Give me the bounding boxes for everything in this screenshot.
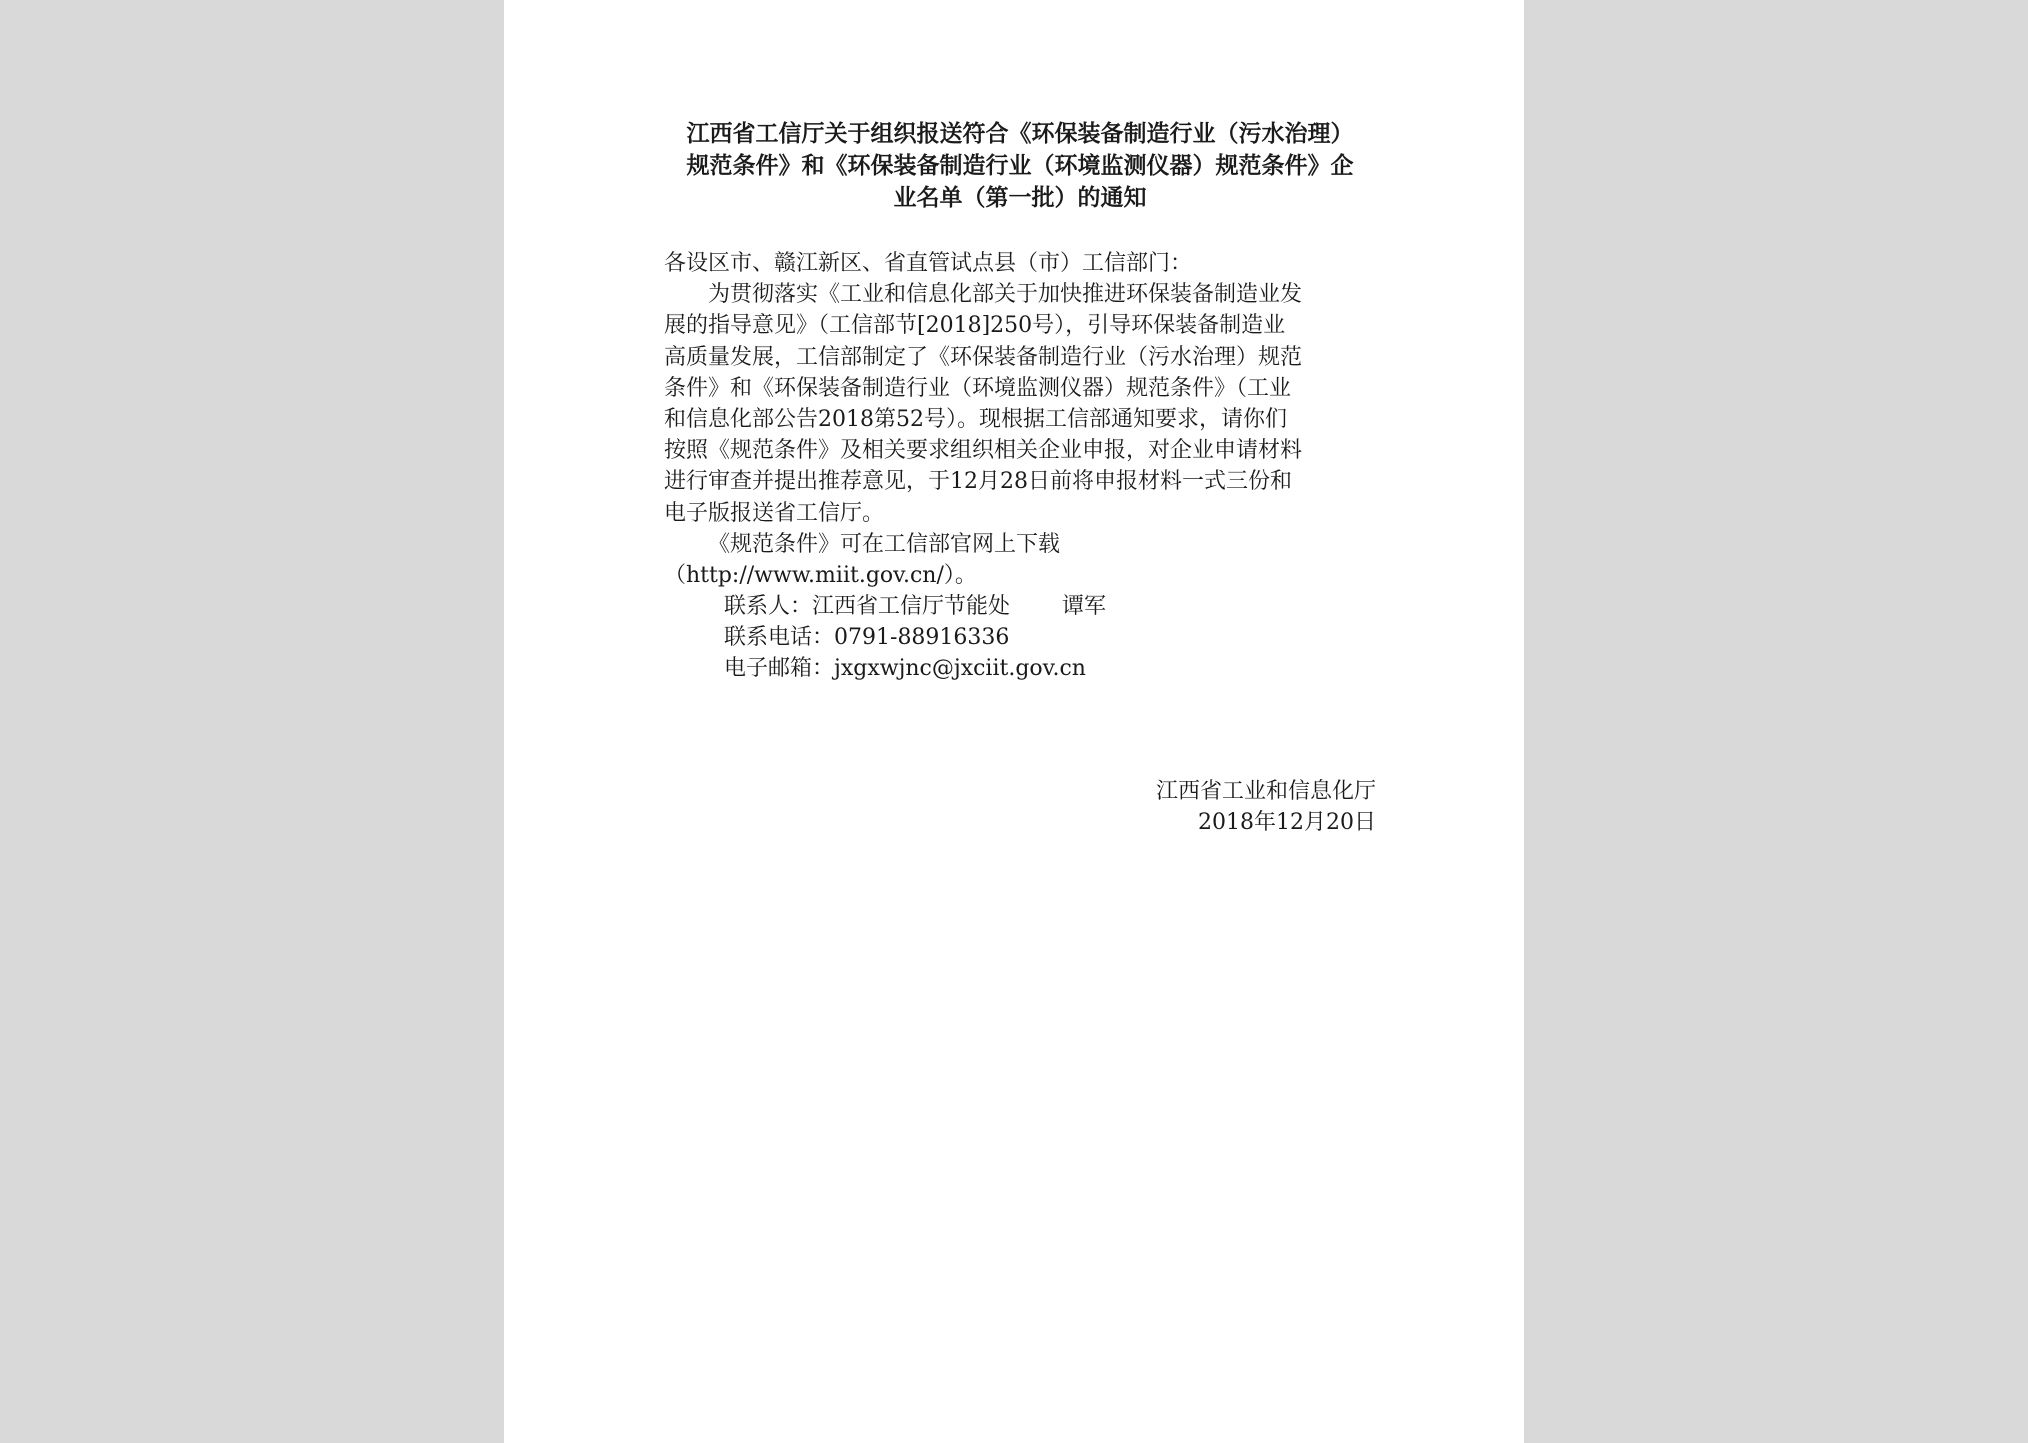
paragraph-line: 《规范条件》可在工信部官网上下载 xyxy=(708,531,1061,557)
paragraph-line: 按照《规范条件》及相关要求组织相关企业申报，对企业申请材料 xyxy=(664,438,1303,464)
issuer: 江西省工业和信息化厅 xyxy=(1155,779,1376,804)
signature-block xyxy=(664,776,1376,838)
download-url: （http://www.miit.gov.cn/）。 xyxy=(664,562,977,588)
paragraph-line: 条件》和《环保装备制造行业（环境监测仪器）规范条件》（工业 xyxy=(664,375,1292,401)
contact-person-value: 江西省工信厅节能处 xyxy=(812,594,1011,620)
issue-date: 2018年12月20日 xyxy=(1198,810,1376,835)
paragraph-line: 进行审查并提出推荐意见，于12月28日前将申报材料一式三份和 xyxy=(664,469,1292,495)
paragraph-line: 展的指导意见》（工信部节[2018]250号），引导环保装备制造业 xyxy=(664,313,1286,339)
paragraph-line: 电子版报送省工信厅。 xyxy=(664,500,885,526)
contact-person-label: 联系人： xyxy=(724,594,813,620)
paragraph-line: 和信息化部公告2018第52号）。现根据工信部通知要求，请你们 xyxy=(664,406,1287,432)
contact-person xyxy=(664,591,1376,622)
document-title xyxy=(664,118,1376,214)
contact-person-name: 谭军 xyxy=(1062,594,1107,620)
contact-phone-value: 0791-88916336 xyxy=(834,625,1010,651)
document-body xyxy=(664,248,1376,685)
contact-phone xyxy=(664,622,1376,653)
contact-email-label: 电子邮箱： xyxy=(724,656,835,682)
contact-email xyxy=(664,653,1376,684)
title-line: 业名单（第一批）的通知 xyxy=(893,184,1147,211)
salutation: 各设区市、赣江新区、省直管试点县（市）工信部门： xyxy=(664,251,1193,276)
paragraph-line: 为贯彻落实《工业和信息化部关于加快推进环保装备制造业发 xyxy=(708,282,1303,308)
paragraph-line: 高质量发展，工信部制定了《环保装备制造行业（污水治理）规范 xyxy=(664,344,1303,370)
title-line: 江西省工信厅关于组织报送符合《环保装备制造行业（污水治理） xyxy=(686,120,1354,147)
contact-email-value: jxgxwjnc@jxciit.gov.cn xyxy=(834,656,1086,682)
contact-phone-label: 联系电话： xyxy=(724,625,835,651)
document-page xyxy=(504,0,1524,1443)
title-line: 规范条件》和《环保装备制造行业（环境监测仪器）规范条件》企 xyxy=(686,152,1354,179)
